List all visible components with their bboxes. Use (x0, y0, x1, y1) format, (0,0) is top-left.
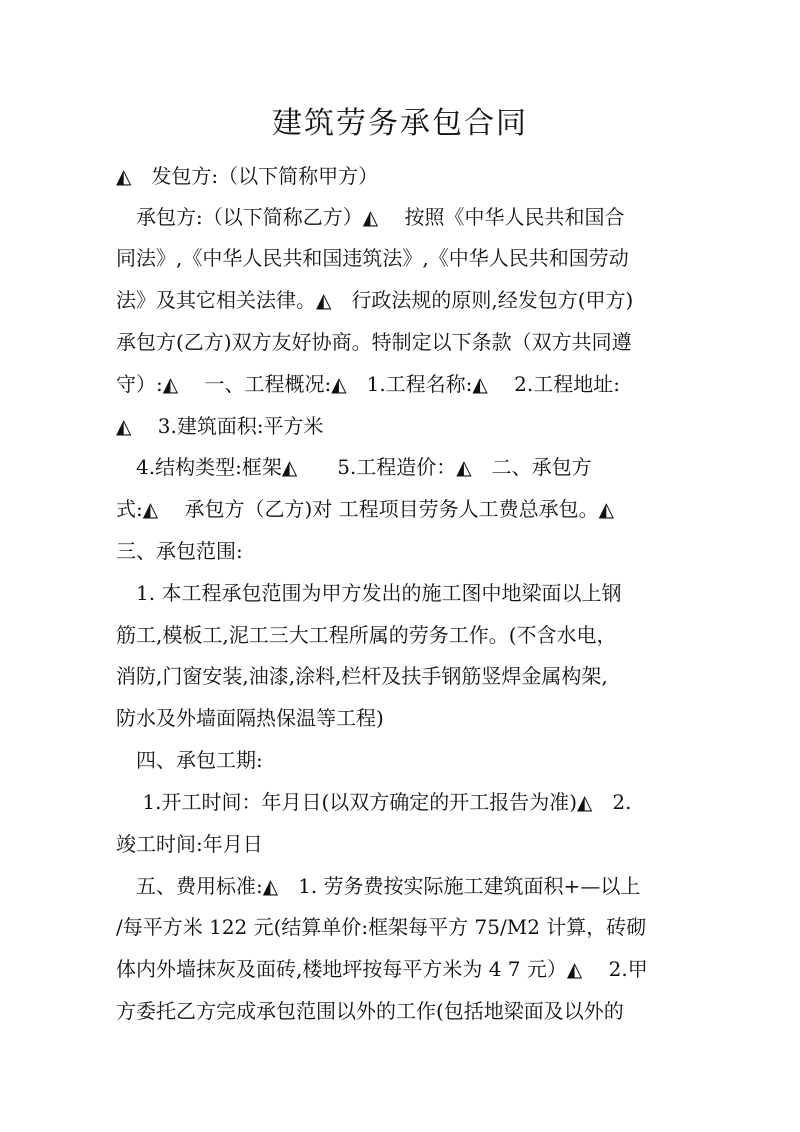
text-line-7: ◭ 3.建筑面积:平方米 (116, 414, 324, 438)
text-line-3: 同法》,《中华人民共和国违筑法》,《中华人民共和国劳动 (116, 246, 629, 270)
text-line-1: ◭ 发包方:（以下简称甲方） (116, 164, 379, 188)
text-line-6: 守）:◭ 一、工程概况:◭ 1.工程名称:◭ 2.工程地址: (116, 372, 620, 396)
text-line-9: 式:◭ 承包方（乙方)对 工程项目劳务人工费总承包。◭ (116, 497, 615, 521)
text-line-12: 筋工,模板工,泥工三大工程所属的劳务工作。(不含水电， (116, 623, 617, 647)
text-line-11: 1. 本工程承包范围为甲方发出的施工图中地梁面以上钢 (116, 581, 622, 605)
section-heading-3: 三、承包范围: (116, 539, 243, 563)
text-line-17: 竣工时间:年月日 (116, 832, 263, 856)
text-line-4: 法》及其它相关法律。◭ 行政法规的原则,经发包方(甲方) (116, 288, 634, 312)
text-line-19: /每平方米 122 元(结算单价:框架每平方 75/M2 计算，砖砌 (116, 915, 647, 939)
text-line-2: 承包方:（以下简称乙方）◭ 按照《中华人民共和国合 (116, 205, 625, 229)
text-line-16: 1.开工时间：年月日(以双方确定的开工报告为准)◭ 2. (116, 790, 632, 814)
text-line-8: 4.结构类型:框架◭ 5.工程造价：◭ 二、承包方 (116, 455, 592, 479)
text-line-20: 体内外墙抹灰及面砖,楼地坪按每平方米为 4 7 元）◭ 2.甲 (116, 957, 648, 981)
text-line-21: 方委托乙方完成承包范围以外的工作(包括地梁面及以外的 (116, 999, 624, 1023)
text-line-14: 防水及外墙面隔热保温等工程) (116, 706, 384, 730)
document-title: 建筑劳务承包合同 (272, 106, 528, 141)
text-line-5: 承包方(乙方)双方友好协商。特制定以下条款（双方共同遵 (116, 330, 632, 354)
text-line-13: 消防,门窗安装,油漆,涂料,栏杆及扶手钢筋竖焊金属构架, (116, 664, 608, 688)
section-heading-4: 四、承包工期: (116, 748, 263, 772)
text-line-18: 五、费用标准:◭ 1. 劳务费按实际施工建筑面积+—以上 (116, 874, 641, 898)
